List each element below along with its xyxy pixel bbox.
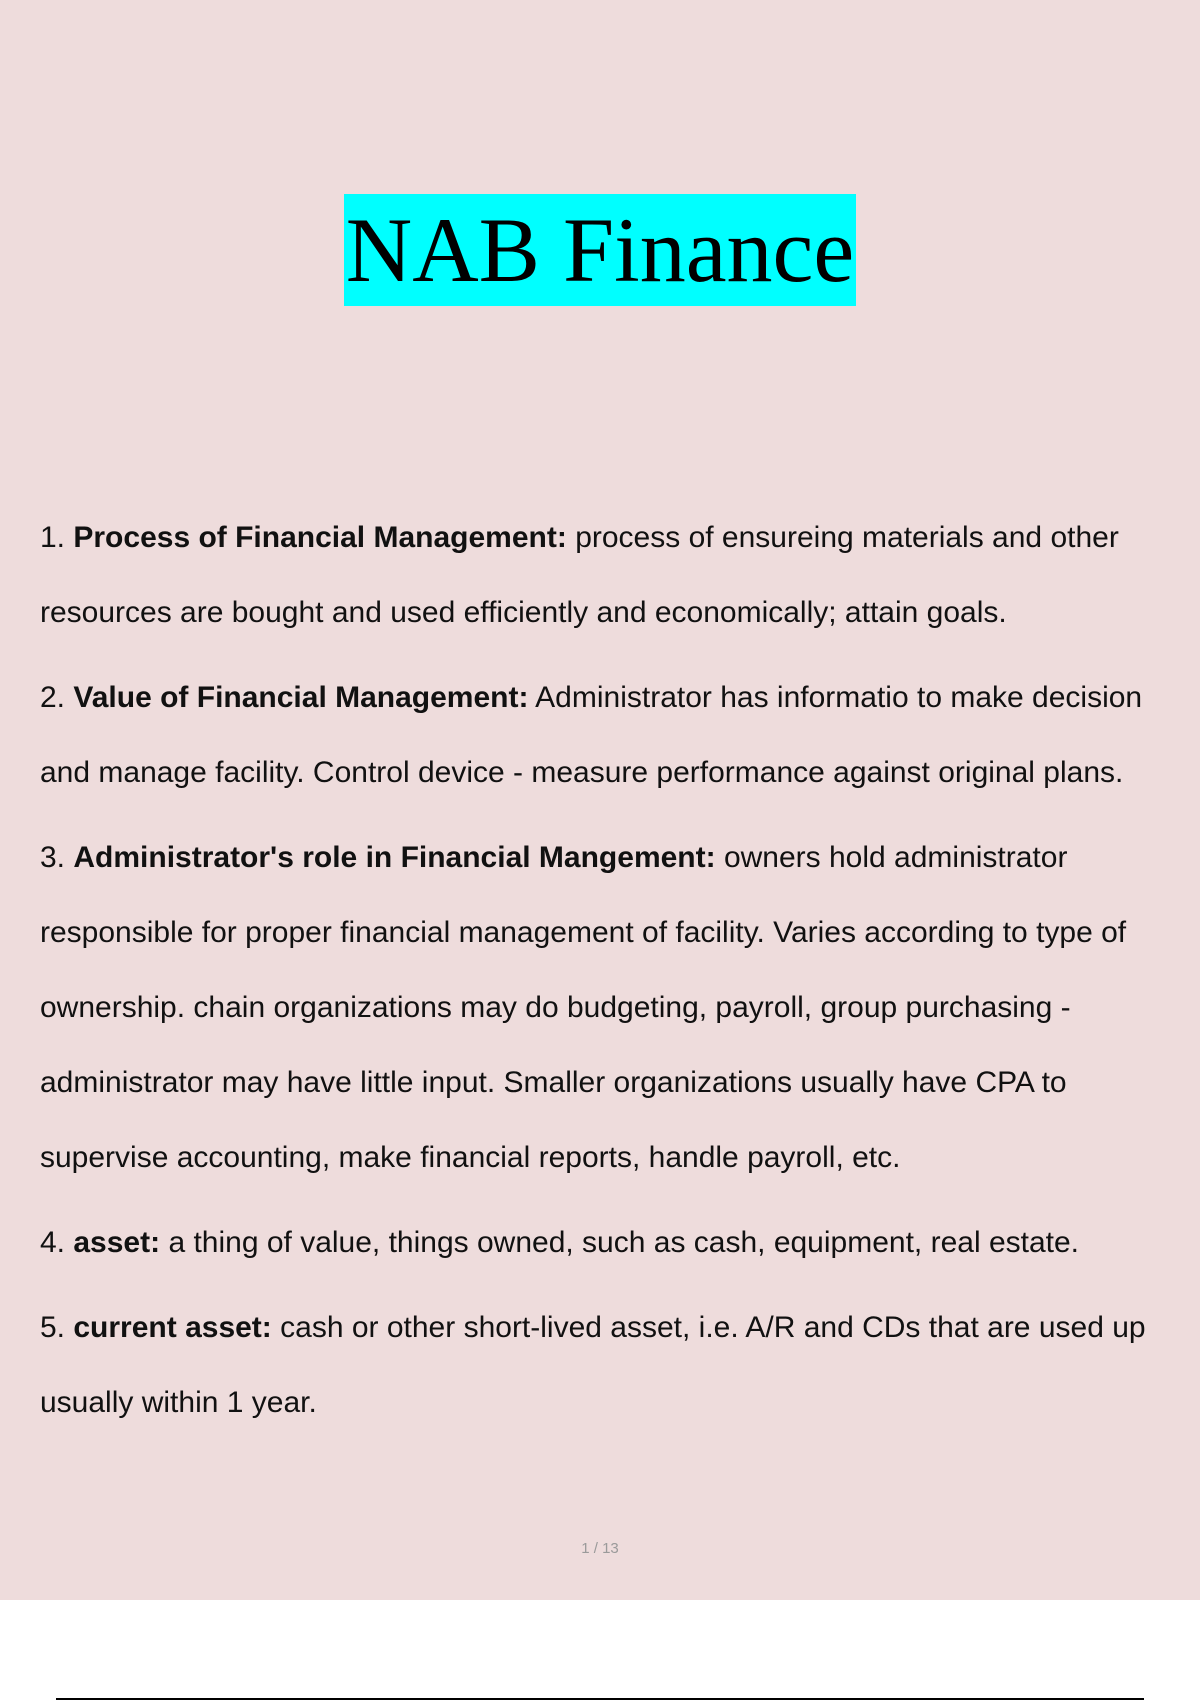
entry-definition: Administrator has informatio to make decision and manage facility. Control device - measure performance against original plans.	[40, 681, 1143, 789]
entry-number: 1.	[40, 521, 66, 554]
entry-term: Administrator's role in Financial Mangement:	[73, 841, 716, 874]
title-container	[0, 194, 1200, 306]
definition-list	[40, 500, 1200, 1450]
entry-definition: a thing of value, things owned, such as cash, equipment, real estate.	[168, 1226, 1079, 1259]
entry-term: Process of Financial Management:	[73, 521, 567, 554]
definition-entry	[40, 820, 1200, 1195]
definition-entry	[40, 1290, 1200, 1440]
definition-entry	[40, 500, 1200, 650]
entry-number: 5.	[40, 1311, 66, 1344]
entry-definition: process of ensureing materials and other resources are bought and used efficiently and economically; attain goals.	[40, 521, 1119, 629]
definition-entry	[40, 660, 1200, 810]
entry-number: 2.	[40, 681, 66, 714]
entry-term: current asset:	[73, 1311, 272, 1344]
entry-term: Value of Financial Management:	[73, 681, 529, 714]
definition-entry	[40, 1205, 1200, 1280]
entry-number: 3.	[40, 841, 66, 874]
page-indicator: 1 / 13	[581, 1540, 619, 1557]
entry-definition: cash or other short-lived asset, i.e. A/R and CDs that are used up usually within 1 year.	[40, 1311, 1146, 1419]
entry-term: asset:	[73, 1226, 161, 1259]
document-title: NAB Finance	[344, 194, 856, 306]
entry-number: 4.	[40, 1226, 66, 1259]
entry-definition: owners hold administrator responsible for proper financial management of facility. Varies according to type of ownership. chain organizations may do budgeting, payroll, group purchasing - administrator may have little input. Smaller organizations usually have CPA to supervise accounting, make financial reports, handle payroll, etc.	[40, 841, 1127, 1174]
